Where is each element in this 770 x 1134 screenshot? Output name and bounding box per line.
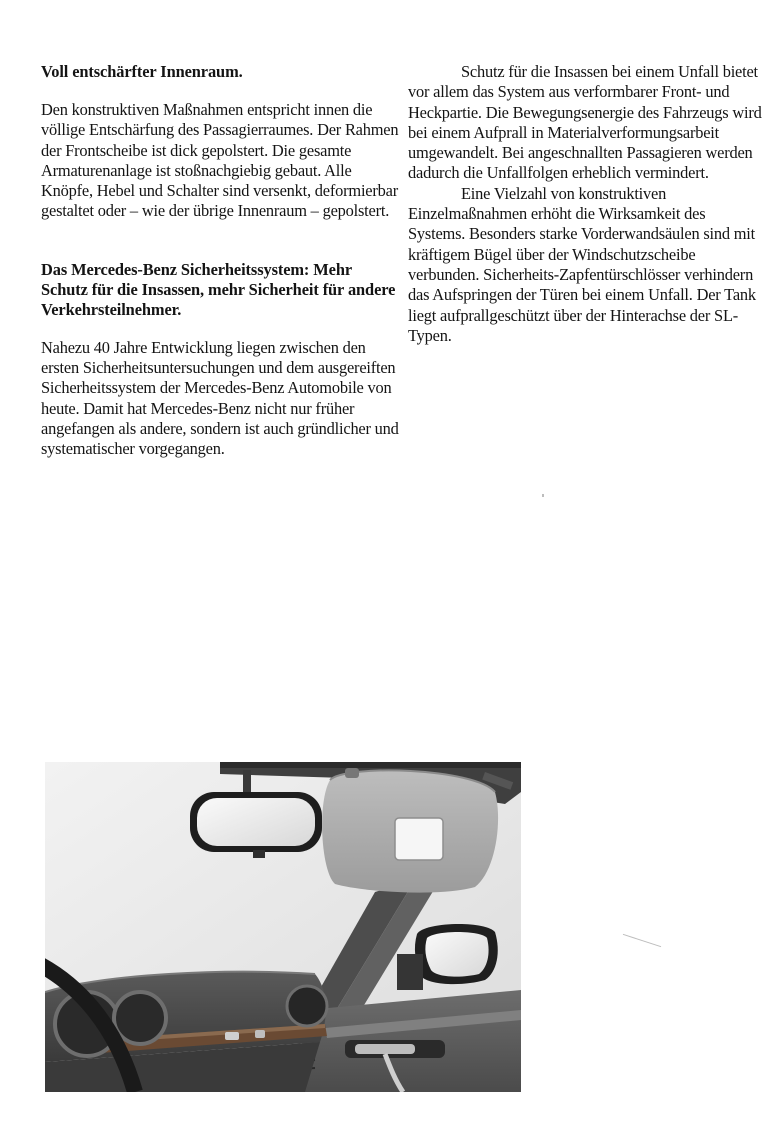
interior-illustration [45, 762, 521, 1092]
heading-interior: Voll entschärfter Innenraum. [41, 62, 243, 81]
paragraph-interior: Den konstruktiven Maßnahmen entspricht innen die völlige Entschärfung des Passagierraumes. Der Rahmen der Frontscheibe ist dick gepolstert. Die gesamte Armaturenanlage ist stoßnachgiebig gebaut. Alle Knöpfe, Hebel und Schalter sind versenkt, deformierbar gestaltet oder – wie der übrige Innenraum – gepolstert. [41, 100, 399, 221]
paragraph-occupant-protection: Schutz für die Insassen bei einem Unfall bietet vor allem das System aus verformbarer Front- und Heckpartie. Die Bewegungsenergie des Fahrzeugs wird bei einem Aufprall in Materialverformungsarbeit umgewandelt. Bei angeschnallten Passagieren werden dadurch die Unfallfolgen erheblich vermindert. [408, 62, 762, 183]
paragraph-history: Nahezu 40 Jahre Entwicklung liegen zwischen den ersten Sicherheitsuntersuchungen und dem ausgereiften Sicherheitssystem der Mercedes-Benz Automobile von heute. Damit hat Mercedes-Benz nicht nur früher angefangen als andere, sondern ist auch gründlicher und systematischer vorgegangen. [41, 337, 399, 459]
interior-photo [45, 762, 521, 1092]
heading-safety-system: Das Mercedes-Benz Sicherheitssystem: Mehr Schutz für die Insassen, mehr Sicherheit für andere Verkehrsteilnehmer. [41, 259, 396, 319]
print-scratch [623, 934, 661, 947]
right-column [408, 62, 764, 346]
print-speck [542, 494, 544, 497]
paragraph-construction-measures: Eine Vielzahl von konstruktiven Einzelmaßnahmen erhöht die Wirksamkeit des Systems. Besonders starke Vorderwandsäulen sind mit kräftigem Bügel über der Windschutzscheibe verbunden. Sicherheits-Zapfentürschlösser verhindern das Aufspringen der Türen bei einem Unfall. Der Tank liegt aufprallgeschützt über der Hinterachse der SL-Typen. [408, 183, 756, 345]
left-column [41, 62, 399, 460]
